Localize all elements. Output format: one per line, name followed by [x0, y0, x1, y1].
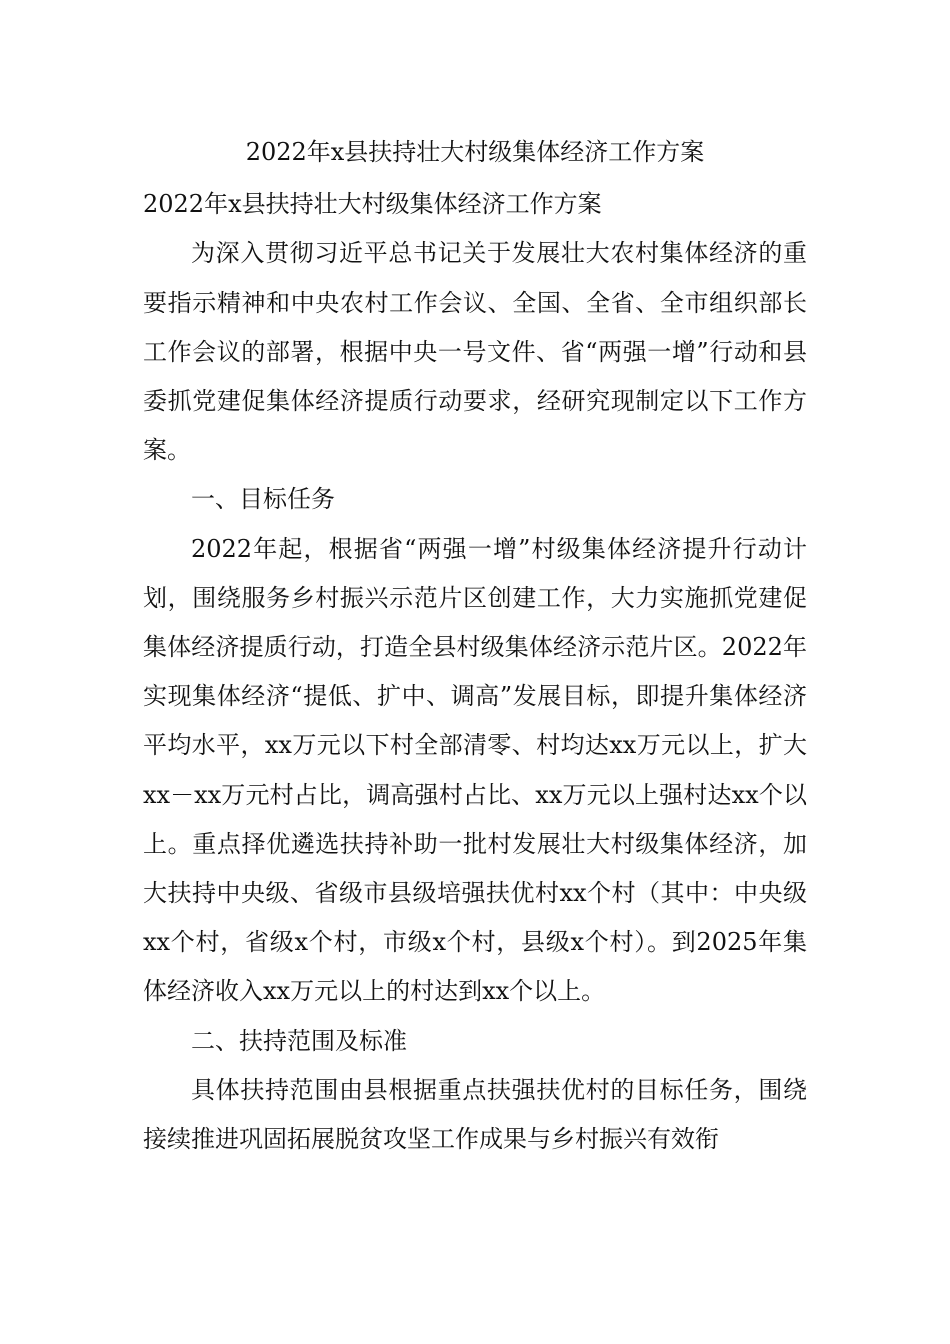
document-title: 2022年x县扶持壮大村级集体经济工作方案	[245, 138, 705, 166]
document-subtitle: 2022年x县扶持壮大村级集体经济工作方案	[143, 190, 602, 219]
intro-paragraph: 为深入贯彻习近平总书记关于发展壮大农村集体经济的重要指示精神和中央农村工作会议、全国、全省、全市组织部长工作会议的部署，根据中央一号文件、省“两强一增”行动和县委抓党建促集体经济提质行动要求，经研究现制定以下工作方案。	[143, 239, 807, 465]
document-body	[143, 128, 807, 1164]
scope-paragraph: 具体扶持范围由县根据重点扶强扶优村的目标任务，围绕接续推进巩固拓展脱贫攻坚工作成果与乡村振兴有效衔	[143, 1075, 807, 1154]
goals-paragraph: 2022年起，根据省“两强一增”村级集体经济提升行动计划，围绕服务乡村振兴示范片区创建工作，大力实施抓党建促集体经济提质行动，打造全县村级集体经济示范片区。2022年实现集体经济“提低、扩中、调高”发展目标，即提升集体经济平均水平，xx万元以下村全部清零、村均达xx万元以上，扩大xx－xx万元村占比，调高强村占比、xx万元以上强村达xx个以上。重点择优遴选扶持补助一批村发展壮大村级集体经济，加大扶持中央级、省级市县级培强扶优村xx个村（其中：中央级xx个村，省级x个村，市级x个村，县级x个村）。到2025年集体经济收入xx万元以上的村达到xx个以上。	[143, 534, 807, 1006]
section-heading-scope: 二、扶持范围及标准	[191, 1026, 407, 1055]
section-heading-goals: 一、目标任务	[191, 485, 335, 514]
